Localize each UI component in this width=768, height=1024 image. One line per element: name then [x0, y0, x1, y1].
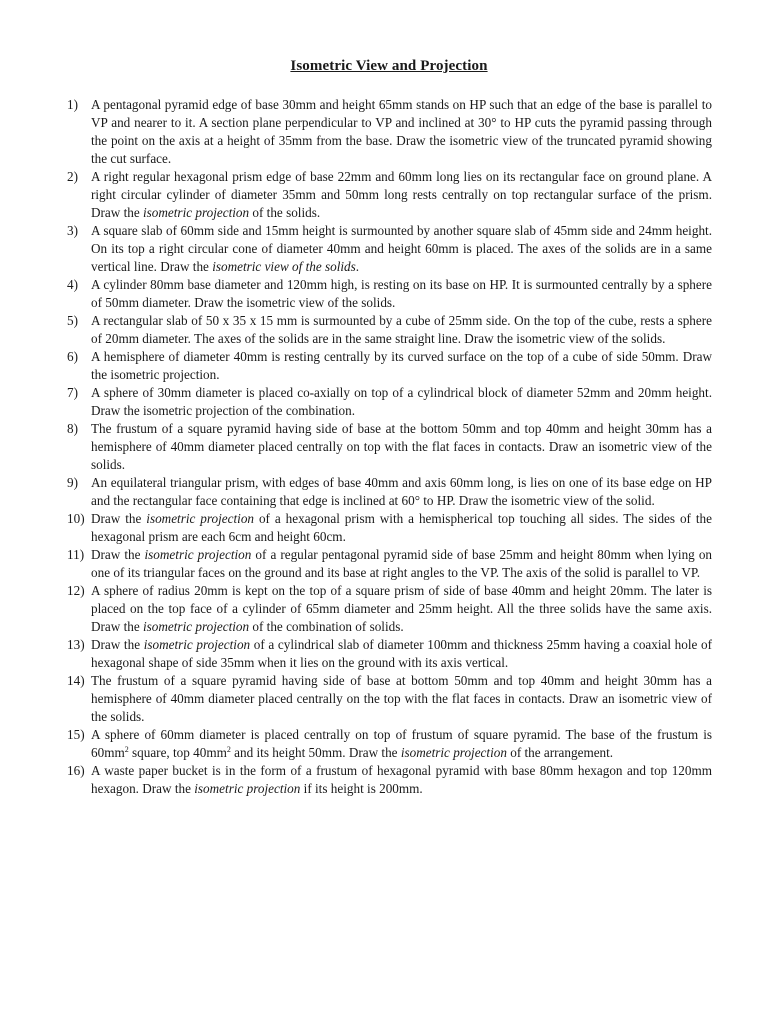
emphasis-text: isometric projection [194, 781, 301, 796]
question-text [91, 763, 712, 796]
question-text [91, 583, 712, 634]
text-segment: of the arrangement. [506, 745, 614, 760]
question-text [91, 97, 712, 166]
text-segment: A right regular hexagonal prism edge of base 22mm and 60mm long lies on its rectangular face on ground plane. A right circular cylinder of diameter 35mm and 50mm long rests centrally on top rectangular surface of the prism. Draw the [91, 169, 712, 220]
question-text [91, 385, 712, 418]
text-segment: and its height 50mm. Draw the [230, 745, 401, 760]
text-segment: A sphere of 30mm diameter is placed co-axially on top of a cylindrical block of diameter 52mm and 20mm height. Draw the isometric projection of the combination. [91, 385, 712, 418]
question-text [91, 223, 712, 274]
question-item [67, 762, 712, 798]
text-segment: . [355, 259, 360, 274]
question-number: 10) [67, 511, 85, 526]
text-segment: A waste paper bucket is in the form of a frustum of hexagonal pyramid with base 80mm hexagon and top 120mm hexagon. Draw the [91, 763, 712, 796]
question-number: 5) [67, 313, 78, 328]
question-item [67, 726, 712, 762]
question-item [67, 672, 712, 726]
question-number: 3) [67, 223, 78, 238]
text-segment: Draw the [91, 547, 145, 562]
question-number: 7) [67, 385, 78, 400]
question-number: 14) [67, 673, 85, 688]
question-number: 13) [67, 637, 85, 652]
text-segment: A square slab of 60mm side and 15mm height is surmounted by another square slab of 45mm side and 24mm height. On its top a right circular cone of diameter 40mm and height 60mm is placed. The axes of the solids are in a same vertical line. Draw the [91, 223, 712, 274]
question-number: 1) [67, 97, 78, 112]
question-item [67, 636, 712, 672]
question-text [91, 727, 712, 760]
text-segment: Draw the [91, 637, 144, 652]
question-text [91, 349, 712, 382]
question-number: 2) [67, 169, 78, 184]
emphasis-text: isometric projection [144, 547, 252, 562]
question-item [67, 168, 712, 222]
question-number: 16) [67, 763, 85, 778]
question-item [67, 474, 712, 510]
question-item [67, 276, 712, 312]
question-text [91, 313, 712, 346]
question-text [91, 421, 712, 472]
question-item [67, 96, 712, 168]
question-item [67, 312, 712, 348]
text-segment: square, top 40mm [128, 745, 227, 760]
text-segment: A sphere of radius 20mm is kept on the top of a square prism of side of base 40mm and height 20mm. The later is placed on the top face of a cylinder of 65mm diameter and 25mm height. All the three solids have the same axis. Draw the [91, 583, 712, 634]
text-segment: A hemisphere of diameter 40mm is resting centrally by its curved surface on the top of a cube of side 50mm. Draw the isometric projection. [91, 349, 712, 382]
text-segment: of a hexagonal prism with a hemispherical top touching all sides. The sides of the hexagonal prism are each 6cm and height 60cm. [91, 511, 712, 544]
text-segment: An equilateral triangular prism, with edges of base 40mm and axis 60mm long, is lies on one of its base edge on HP and the rectangular face containing that edge is inclined at 60° to HP. Draw the isometric view of the solid. [91, 475, 712, 508]
question-number: 9) [67, 475, 78, 490]
text-segment: of the combination of solids. [249, 619, 404, 634]
question-item [67, 420, 712, 474]
superscript: 2 [124, 745, 129, 754]
question-item [67, 510, 712, 546]
question-item [67, 222, 712, 276]
superscript: 2 [226, 745, 231, 754]
question-text [91, 637, 712, 670]
question-number: 11) [67, 547, 85, 562]
question-number: 8) [67, 421, 78, 436]
question-number: 4) [67, 277, 78, 292]
text-segment: A pentagonal pyramid edge of base 30mm and height 65mm stands on HP such that an edge of the base is parallel to VP and nearer to it. A section plane perpendicular to VP and inclined at 30° to HP cuts the pyramid passing through the point on the axis at a height of 35mm from the base. Draw the isometric view of the truncated pyramid showing the cut surface. [91, 97, 712, 166]
question-item [67, 546, 712, 582]
text-segment: of a regular pentagonal pyramid side of base 25mm and height 80mm when lying on one of its triangular faces on the ground and its base at right angles to the VP. The axis of the solid is parallel to VP. [91, 547, 713, 580]
question-number: 12) [67, 583, 85, 598]
question-item [67, 384, 712, 420]
text-segment: if its height is 200mm. [300, 781, 423, 796]
text-segment: A rectangular slab of 50 x 35 x 15 mm is surmounted by a cube of 25mm side. On the top of the cube, rests a sphere of 20mm diameter. The axes of the solids are in the same straight line. Draw the isometric view of the solids. [91, 313, 712, 346]
question-text [91, 475, 712, 508]
emphasis-text: isometric projection [143, 637, 251, 652]
text-segment: The frustum of a square pyramid having side of base at bottom 50mm and top 40mm and height 30mm has a hemisphere of 40mm diameter placed centrally on the top with the flat faces in contacts. Draw an isometric view of the solids. [91, 673, 712, 724]
question-number: 15) [67, 727, 85, 742]
emphasis-text: isometric projection [400, 745, 507, 760]
text-segment: Draw the [91, 511, 147, 526]
text-segment: of the solids. [249, 205, 321, 220]
emphasis-text: isometric projection [146, 511, 255, 526]
page-title: Isometric View and Projection [290, 58, 488, 74]
text-segment: of a cylindrical slab of diameter 100mm and thickness 25mm having a coaxial hole of hexagonal shape of side 35mm when it lies on the ground with its axis vertical. [91, 637, 713, 670]
question-number: 6) [67, 349, 78, 364]
question-item [67, 348, 712, 384]
question-text [91, 511, 712, 544]
question-text [91, 547, 712, 580]
text-segment: A cylinder 80mm base diameter and 120mm high, is resting on its base on HP. It is surmounted centrally by a sphere of 50mm diameter. Draw the isometric view of the solids. [91, 277, 712, 310]
question-text [91, 277, 712, 310]
question-text [91, 169, 712, 220]
question-list [67, 96, 712, 798]
question-item [67, 582, 712, 636]
text-segment: A sphere of 60mm diameter is placed centrally on top of frustum of square pyramid. The base of the frustum is 60mm [91, 727, 712, 760]
emphasis-text: isometric projection [143, 619, 250, 634]
emphasis-text: isometric view of the solids [212, 259, 356, 274]
emphasis-text: isometric projection [143, 205, 250, 220]
question-text [91, 673, 712, 724]
text-segment: The frustum of a square pyramid having side of base at the bottom 50mm and top 40mm and height 30mm has a hemisphere of 40mm diameter placed centrally on top with the flat faces in contacts. Draw an isometric view of the solids. [91, 421, 712, 472]
